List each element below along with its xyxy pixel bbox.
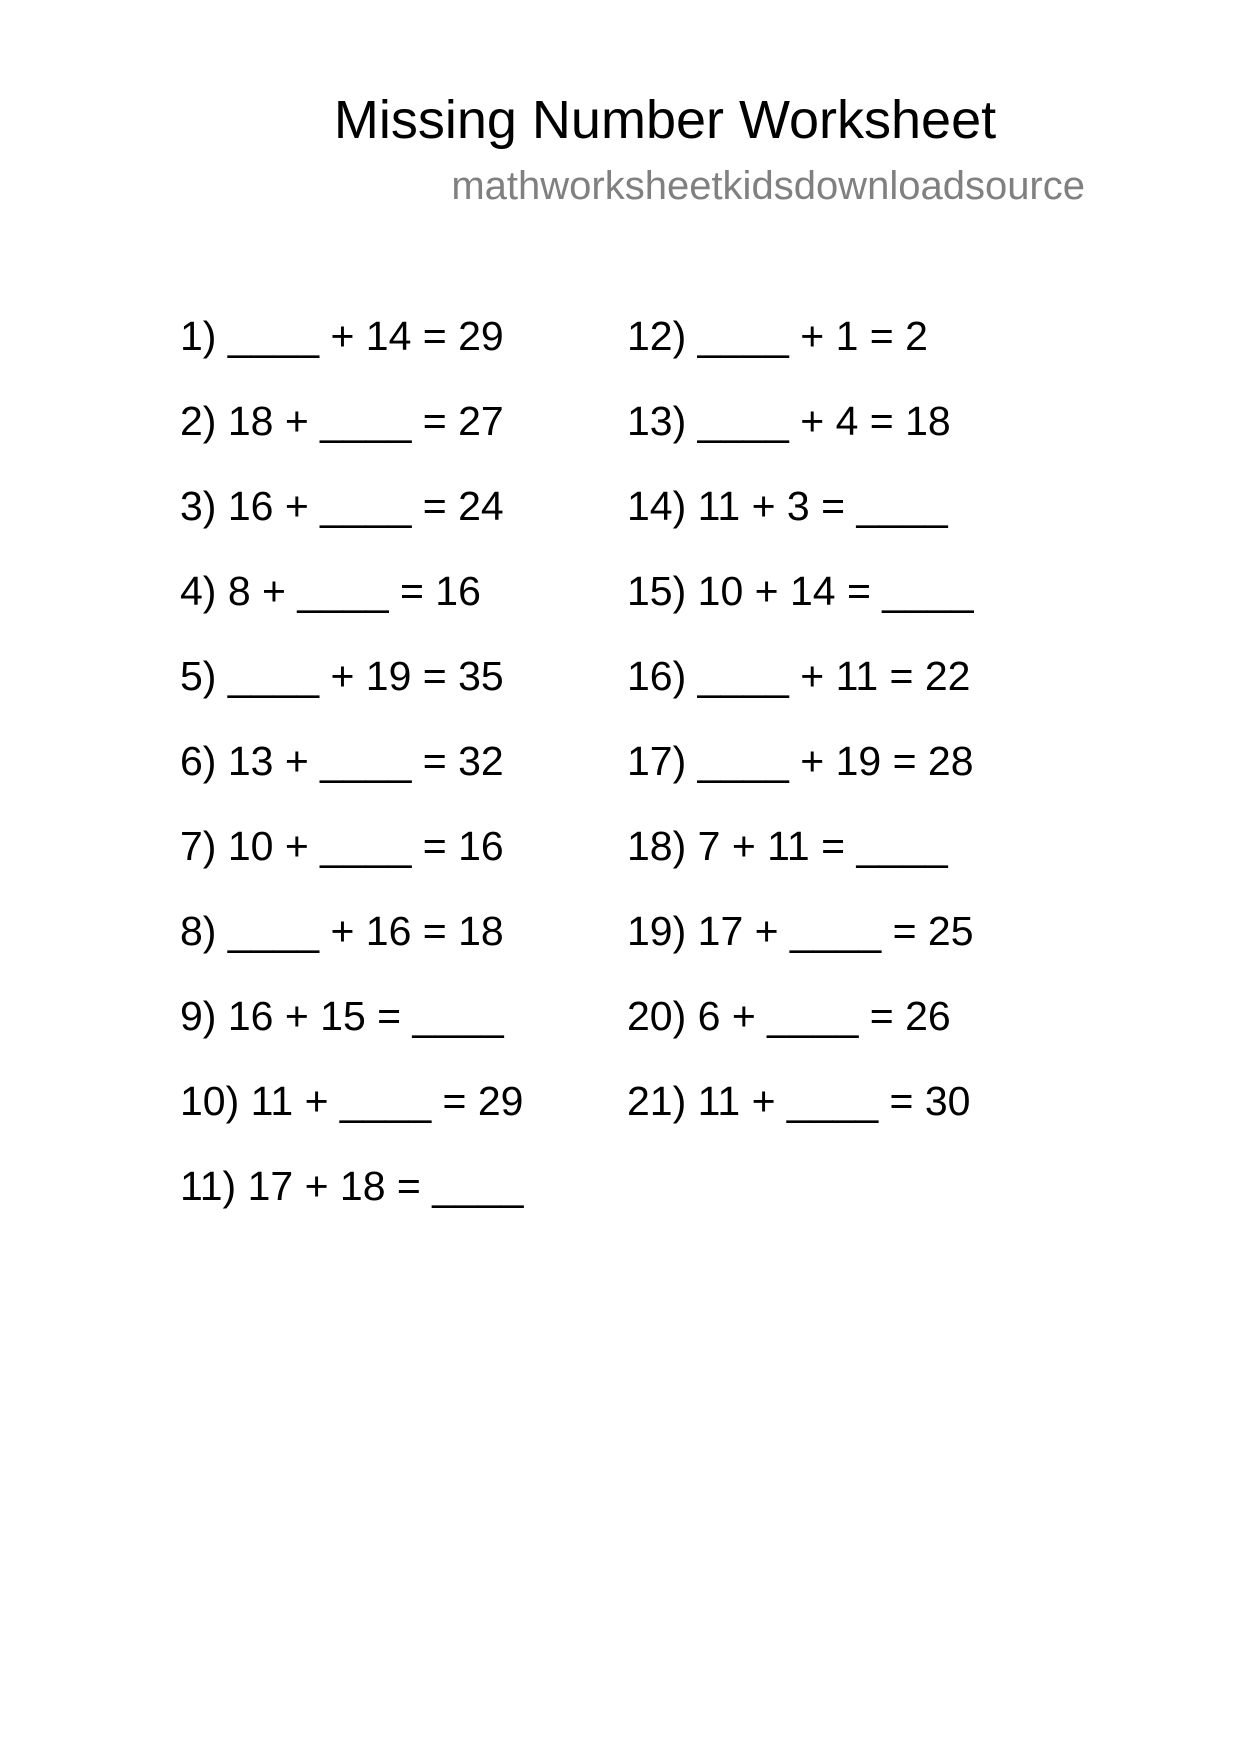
problem-1: 1) ____ + 14 = 29: [180, 313, 504, 359]
problem-21: 21) 11 + ____ = 30: [627, 1078, 971, 1124]
problem-12: 12) ____ + 1 = 2: [627, 313, 928, 359]
problem-14: 14) 11 + 3 = ____: [627, 483, 948, 529]
problem-5: 5) ____ + 19 = 35: [180, 653, 504, 699]
problem-column-right: [627, 312, 974, 1162]
problem-15: 15) 10 + 14 = ____: [627, 568, 974, 614]
problem-20: 20) 6 + ____ = 26: [627, 993, 951, 1039]
problem-10: 10) 11 + ____ = 29: [180, 1078, 524, 1124]
problem-6: 6) 13 + ____ = 32: [180, 738, 504, 784]
problem-8: 8) ____ + 16 = 18: [180, 908, 504, 954]
problem-18: 18) 7 + 11 = ____: [627, 823, 948, 869]
worksheet-source-subtitle: mathworksheetkidsdownloadsource: [451, 164, 1085, 208]
problem-7: 7) 10 + ____ = 16: [180, 823, 504, 869]
problem-column-left: [180, 312, 523, 1247]
problem-2: 2) 18 + ____ = 27: [180, 398, 504, 444]
problem-19: 19) 17 + ____ = 25: [627, 908, 974, 954]
worksheet-title: Missing Number Worksheet: [333, 90, 997, 150]
problem-9: 9) 16 + 15 = ____: [180, 993, 504, 1039]
problem-17: 17) ____ + 19 = 28: [627, 738, 974, 784]
problem-11: 11) 17 + 18 = ____: [180, 1163, 524, 1209]
problem-3: 3) 16 + ____ = 24: [180, 483, 504, 529]
problem-16: 16) ____ + 11 = 22: [627, 653, 971, 699]
problem-13: 13) ____ + 4 = 18: [627, 398, 951, 444]
problem-4: 4) 8 + ____ = 16: [180, 568, 481, 614]
